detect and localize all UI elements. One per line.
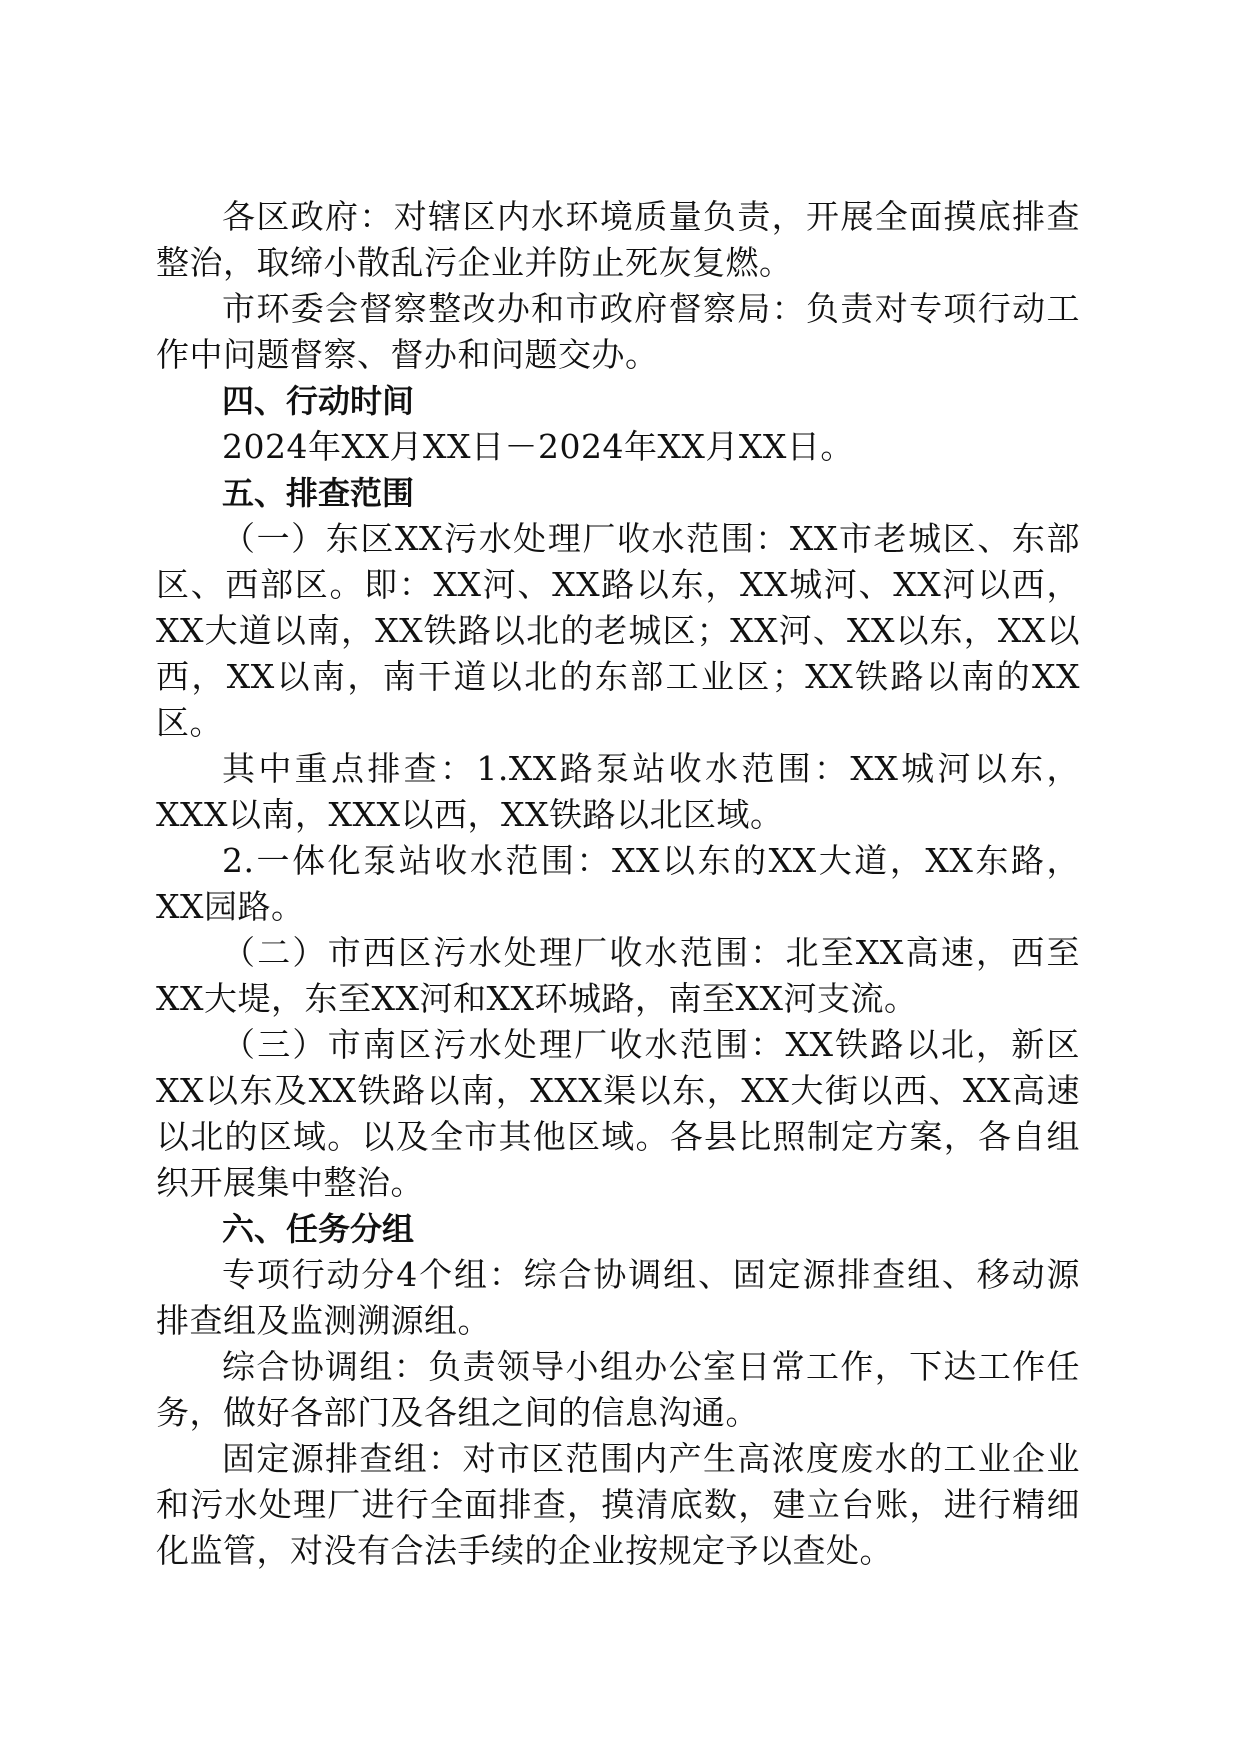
- paragraph-key-inspection-1: 其中重点排查：1.XX路泵站收水范围：XX城河以东，XXX以南，XXX以西，XX铁路以北区域。: [156, 749, 1080, 834]
- paragraph-scope-east: （一）东区XX污水处理厂收水范围：XX市老城区、东部区、西部区。即：XX河、XX路以东，XX城河、XX河以西，XX大道以南，XX铁路以北的老城区；XX河、XX以东，XX以西，XX以南，南干道以北的东部工业区；XX铁路以南的XX区。: [156, 519, 1080, 742]
- paragraph-inspection-office: 市环委会督察整改办和市政府督察局：负责对专项行动工作中问题督察、督办和问题交办。: [156, 289, 1080, 374]
- section-heading-task-groups: 六、任务分组: [222, 1210, 415, 1248]
- paragraph-district-government: 各区政府：对辖区内水环境质量负责，开展全面摸底排查整治，取缔小散乱污企业并防止死灰复燃。: [156, 197, 1080, 282]
- paragraph-coordination-group: 综合协调组：负责领导小组办公室日常工作，下达工作任务，做好各部门及各组之间的信息沟通。: [156, 1347, 1080, 1432]
- paragraph-key-inspection-2: 2.一体化泵站收水范围：XX以东的XX大道，XX东路，XX园路。: [156, 841, 1080, 926]
- paragraph-scope-west: （二）市西区污水处理厂收水范围：北至XX高速，西至XX大堤，东至XX河和XX环城路，南至XX河支流。: [156, 933, 1080, 1018]
- section-heading-scope: 五、排查范围: [222, 474, 415, 512]
- paragraph-groups-overview: 专项行动分4个组：综合协调组、固定源排查组、移动源排查组及监测溯源组。: [156, 1255, 1080, 1340]
- paragraph-action-dates: 2024年XX月XX日－2024年XX月XX日。: [222, 427, 854, 466]
- paragraph-scope-south: （三）市南区污水处理厂收水范围：XX铁路以北，新区XX以东及XX铁路以南，XXX渠以东，XX大街以西、XX高速以北的区域。以及全市其他区域。各县比照制定方案，各自组织开展集中整治。: [156, 1025, 1080, 1202]
- paragraph-fixed-source-group: 固定源排查组：对市区范围内产生高浓度废水的工业企业和污水处理厂进行全面排查，摸清底数，建立台账，进行精细化监管，对没有合法手续的企业按规定予以查处。: [156, 1439, 1080, 1570]
- document-body: [156, 194, 1080, 1574]
- section-heading-action-time: 四、行动时间: [222, 382, 415, 420]
